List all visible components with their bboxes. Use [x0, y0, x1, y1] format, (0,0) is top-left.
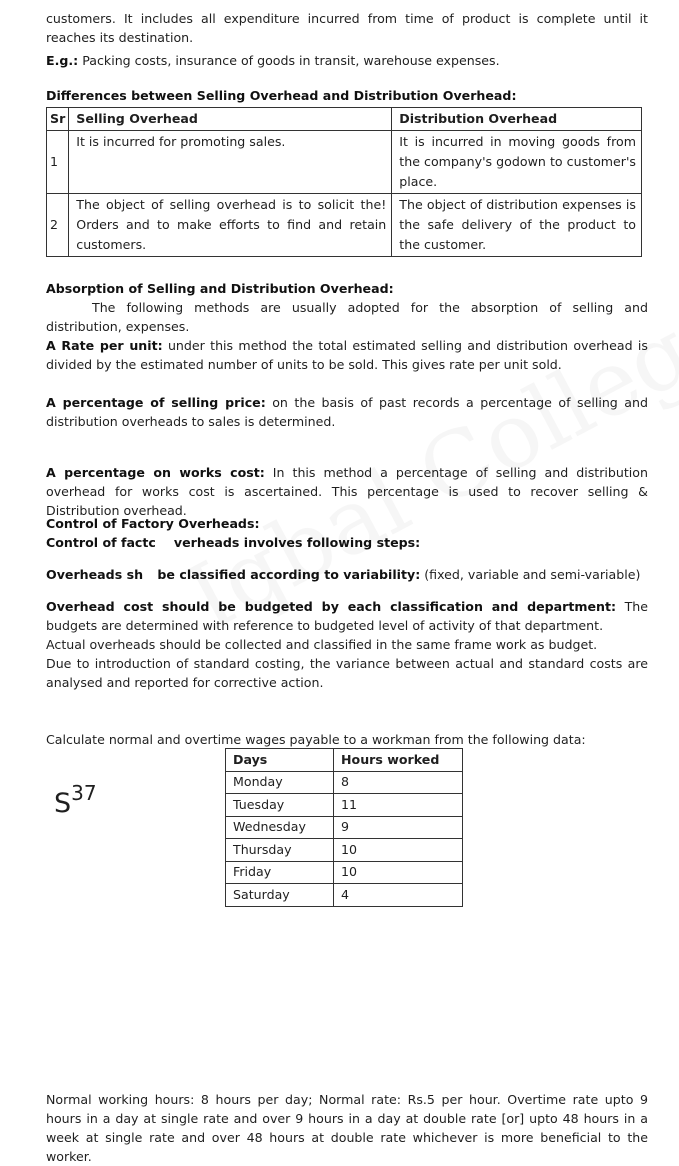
- hours-header-row: [226, 749, 463, 772]
- control-step-variance: [46, 654, 648, 692]
- header-days: Days: [226, 749, 334, 772]
- day-cell: Wednesday: [226, 816, 334, 839]
- table-row: [226, 794, 463, 817]
- problem-number-label: [54, 781, 97, 819]
- table-row: [226, 816, 463, 839]
- table-header-row: [47, 108, 642, 131]
- differences-heading: [46, 86, 648, 105]
- control-step-actual: [46, 635, 648, 654]
- hours-cell: 10: [334, 861, 463, 884]
- control-step-budget: [46, 597, 648, 635]
- day-cell: Thursday: [226, 839, 334, 862]
- control-subheading-part2: verheads involves following steps:: [173, 535, 421, 550]
- header-distribution: Distribution Overhead: [392, 108, 642, 131]
- step3-text: Actual overheads should be collected and classified in the same frame work as budget.: [46, 637, 598, 652]
- percentage-selling-price: [46, 393, 648, 431]
- problem-note-text: Normal working hours: 8 hours per day; Normal rate: Rs.5 per hour. Overtime rate upto 9 hours in a day at single rate and over 9 hours in a day at double rate [or] upto 48 hours in a week at single rate and over 48 hours at double rate whichever is more beneficial to the worker.: [46, 1092, 648, 1164]
- step4-text: Due to introduction of standard costing, the variance between actual and standard costs are analysed and reported for corrective action.: [46, 656, 648, 690]
- day-cell: Saturday: [226, 884, 334, 907]
- control-step-classification: [46, 565, 648, 584]
- distribution-definition: [46, 9, 648, 47]
- step1-label-part2: be classified according to variability:: [153, 567, 421, 582]
- absorption-heading-text: Absorption of Selling and Distribution Overhead:: [46, 281, 394, 296]
- absorption-intro: [46, 298, 648, 336]
- day-cell: Monday: [226, 771, 334, 794]
- problem-label-main: S: [54, 788, 72, 819]
- percentage-works-cost: [46, 463, 648, 520]
- row-sr: 2: [47, 194, 69, 257]
- control-heading: [46, 514, 648, 533]
- rate-per-unit-text: under this method the total estimated selling and distribution overhead is divided by the estimated number of units to be sold. This gives rate per unit sold.: [46, 338, 648, 372]
- header-hours: Hours worked: [334, 749, 463, 772]
- problem-note: [46, 1090, 648, 1166]
- day-cell: Friday: [226, 861, 334, 884]
- row-selling: It is incurred for promoting sales.: [69, 131, 392, 194]
- table-row: [226, 861, 463, 884]
- step2-text: The budgets are determined with reference to budgeted level of activity of that department.: [46, 599, 648, 633]
- absorption-intro-text: The following methods are usually adopted for the absorption of selling and distribution, expenses.: [46, 300, 648, 334]
- table-row: [47, 194, 642, 257]
- row-selling: The object of selling overhead is to solicit the! Orders and to make efforts to find and retain customers.: [69, 194, 392, 257]
- hours-cell: 11: [334, 794, 463, 817]
- step2-label: Overhead cost should be budgeted by each classification and department:: [46, 599, 617, 614]
- table-row: [226, 771, 463, 794]
- problem-label-sup: 37: [71, 781, 97, 805]
- step1-text: (fixed, variable and semi-variable): [420, 567, 641, 582]
- control-subheading-part1: Control of factc: [46, 535, 156, 550]
- problem-question: [46, 730, 648, 749]
- table-row: [47, 131, 642, 194]
- percentage-selling-label: A percentage of selling price:: [46, 395, 266, 410]
- distribution-definition-text: customers. It includes all expenditure incurred from time of product is complete until it reaches its destination.: [46, 11, 648, 45]
- example-label: E.g.:: [46, 53, 79, 68]
- step1-label-part1: Overheads sh: [46, 567, 144, 582]
- rate-per-unit: [46, 336, 648, 374]
- row-sr: 1: [47, 131, 69, 194]
- header-sr: Sr: [47, 108, 69, 131]
- problem-question-text: Calculate normal and overtime wages payable to a workman from the following data:: [46, 732, 586, 747]
- differences-table: [46, 107, 642, 257]
- hours-cell: 4: [334, 884, 463, 907]
- rate-per-unit-label: A Rate per unit:: [46, 338, 163, 353]
- table-row: [226, 839, 463, 862]
- percentage-works-label: A percentage on works cost:: [46, 465, 265, 480]
- hours-cell: 8: [334, 771, 463, 794]
- row-distribution: It is incurred in moving goods from the company's godown to customer's place.: [392, 131, 642, 194]
- header-selling: Selling Overhead: [69, 108, 392, 131]
- control-heading-text: Control of Factory Overheads:: [46, 516, 260, 531]
- hours-cell: 9: [334, 816, 463, 839]
- differences-heading-text: Differences between Selling Overhead and Distribution Overhead:: [46, 88, 517, 103]
- example-text: Packing costs, insurance of goods in transit, warehouse expenses.: [78, 53, 500, 68]
- percentage-works-text: In this method a percentage of selling and distribution overhead for works cost is ascertained. This percentage is used to recover selling & Distribution overhead.: [46, 465, 648, 518]
- cut-off-heading-text: [46, 0, 648, 2]
- table-row: [226, 884, 463, 907]
- hours-cell: 10: [334, 839, 463, 862]
- row-distribution: The object of distribution expenses is the safe delivery of the product to the customer.: [392, 194, 642, 257]
- percentage-selling-text: on the basis of past records a percentage of selling and distribution overheads to sales is determined.: [46, 395, 648, 429]
- control-subheading: [46, 533, 648, 552]
- example-line: [46, 51, 648, 70]
- absorption-heading: [46, 279, 648, 298]
- hours-table: [225, 748, 463, 907]
- cut-off-heading: [46, 0, 648, 2]
- day-cell: Tuesday: [226, 794, 334, 817]
